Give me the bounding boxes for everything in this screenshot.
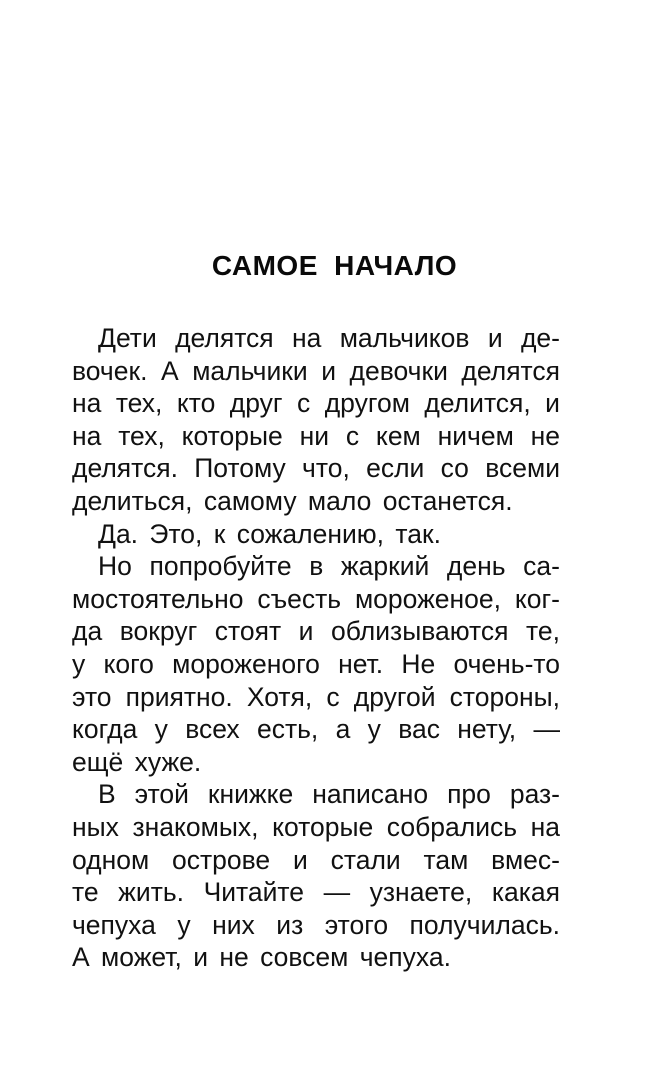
paragraph	[72, 518, 560, 551]
paragraph	[72, 322, 560, 518]
text-line: вочек. А мальчики и девочки делятся	[72, 355, 560, 386]
text-line: это приятно. Хотя, с другой стороны,	[72, 681, 560, 712]
text-line: А может, и не совсем чепуха.	[72, 942, 451, 973]
text-line: мостоятельно съесть мороженое, ког-	[72, 583, 560, 614]
chapter-body	[72, 322, 560, 974]
text-line: да вокруг стоят и облизываются те,	[72, 616, 560, 647]
paragraph	[72, 778, 560, 974]
text-line: на тех, кто друг с другом делится, и	[72, 388, 560, 419]
text-line: ных знакомых, которые собрались на	[72, 811, 560, 842]
text-line: ещё хуже.	[72, 746, 202, 777]
paragraph	[72, 550, 560, 778]
text-line: у кого мороженого нет. Не очень-то	[72, 648, 560, 679]
text-line: В этой книжке написано про раз-	[98, 779, 560, 810]
text-line: те жить. Читайте — узнаете, какая	[72, 877, 560, 908]
text-line: Дети делятся на мальчиков и де-	[98, 323, 560, 353]
text-line: делятся. Потому что, если со всеми	[72, 453, 560, 484]
text-line: когда у всех есть, а у вас нету, —	[72, 714, 560, 745]
text-line: на тех, которые ни с кем ничем не	[72, 420, 560, 451]
chapter-title: САМОЕ НАЧАЛО	[211, 250, 458, 281]
text-line: чепуха у них из этого получилась.	[72, 909, 560, 940]
text-line: Но попробуйте в жаркий день са-	[98, 551, 560, 582]
text-line: Да. Это, к сожалению, так.	[98, 518, 441, 549]
text-line: одном острове и стали там вмес-	[72, 844, 560, 875]
text-line: делиться, самому мало останется.	[72, 485, 513, 516]
